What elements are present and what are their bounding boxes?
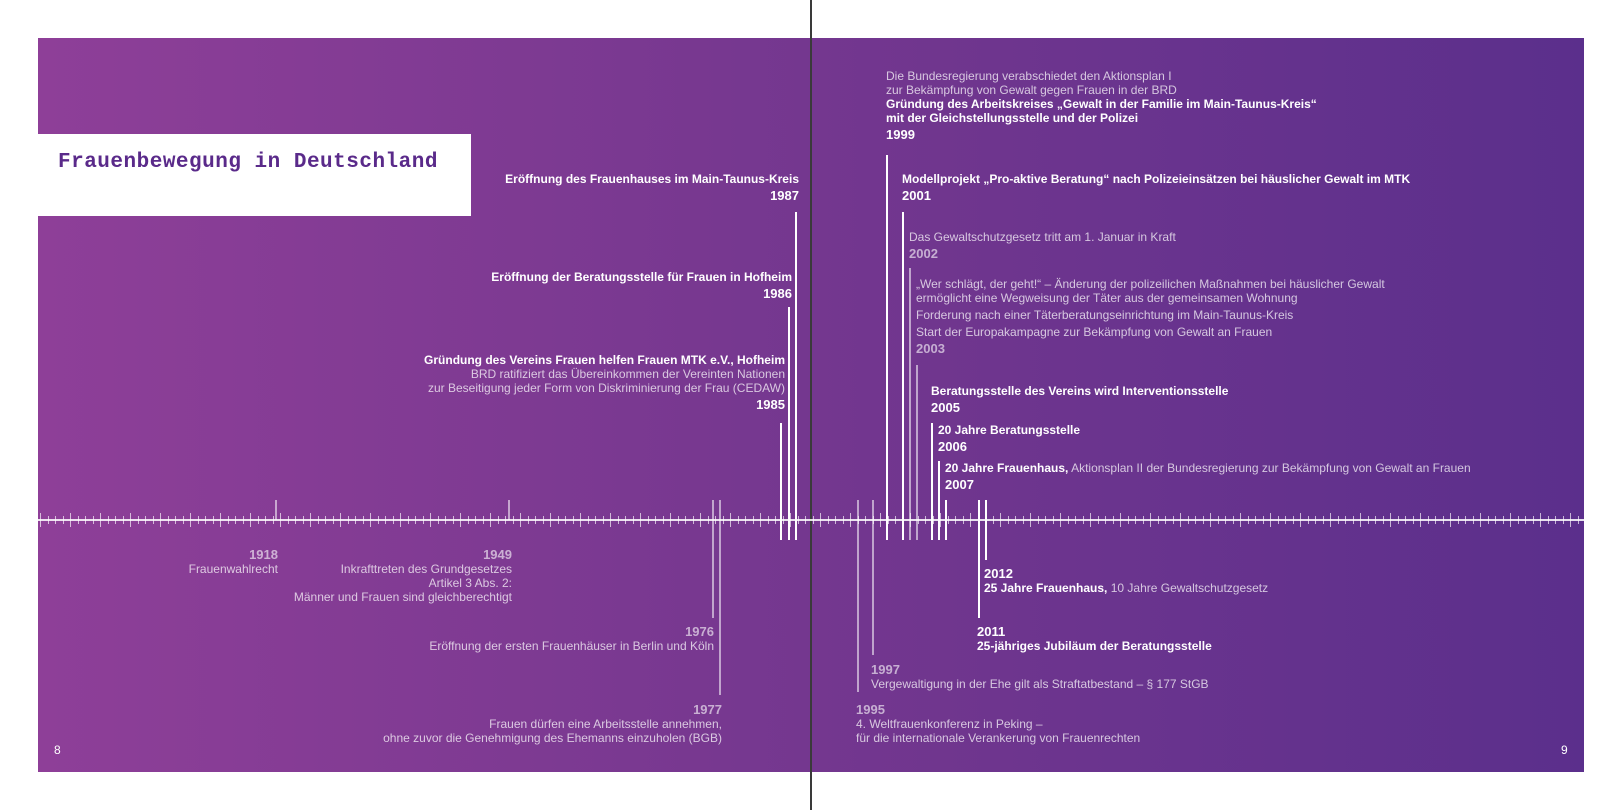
axis-tick bbox=[1053, 516, 1054, 524]
axis-tick bbox=[1023, 516, 1024, 524]
event-year: 1995 bbox=[856, 702, 885, 717]
axis-tick bbox=[1338, 516, 1339, 524]
axis-tick bbox=[205, 516, 206, 524]
axis-tick bbox=[1218, 516, 1219, 524]
axis-tick bbox=[1255, 516, 1256, 524]
axis-tick bbox=[693, 516, 694, 524]
axis-tick bbox=[55, 516, 56, 524]
axis-tick bbox=[1105, 516, 1106, 524]
axis-tick bbox=[723, 516, 724, 524]
axis-tick bbox=[198, 516, 199, 524]
event-text: 10 Jahre Gewaltschutzgesetz bbox=[1107, 581, 1269, 595]
axis-tick bbox=[1353, 516, 1354, 524]
axis-tick bbox=[243, 516, 244, 524]
event-text: zur Bekämpfung von Gewalt gegen Frauen in der BRD bbox=[886, 83, 1177, 97]
line-1999 bbox=[886, 155, 888, 540]
event-heading: Modellprojekt „Pro-aktive Beratung“ nach Polizeieinsätzen bei häuslicher Gewalt im MTK bbox=[902, 172, 1411, 186]
axis-tick bbox=[738, 516, 739, 524]
axis-tick bbox=[1360, 513, 1361, 527]
event-year: 2007 bbox=[945, 477, 974, 492]
axis-tick bbox=[280, 513, 281, 527]
line-1949 bbox=[508, 500, 510, 520]
axis-tick bbox=[1510, 513, 1511, 527]
event-heading: Eröffnung der Beratungsstelle für Frauen in Hofheim bbox=[491, 270, 792, 284]
event-year: 1918 bbox=[249, 547, 278, 562]
axis-tick bbox=[123, 516, 124, 524]
axis-tick bbox=[1060, 513, 1061, 527]
axis-tick bbox=[1578, 516, 1579, 524]
axis-tick bbox=[573, 516, 574, 524]
page-number-right: 9 bbox=[1561, 743, 1568, 757]
event-1976 bbox=[429, 625, 714, 653]
axis-tick bbox=[85, 516, 86, 524]
axis-tick bbox=[805, 516, 806, 524]
axis-tick bbox=[1555, 516, 1556, 524]
axis-tick bbox=[415, 516, 416, 524]
axis-tick bbox=[1345, 516, 1346, 524]
axis-tick bbox=[468, 516, 469, 524]
event-heading: mit der Gleichstellungsstelle und der Polizei bbox=[886, 111, 1139, 125]
line-1986 bbox=[788, 307, 790, 540]
axis-tick bbox=[1113, 516, 1114, 524]
event-1999 bbox=[886, 69, 1317, 142]
axis-tick bbox=[753, 516, 754, 524]
axis-tick bbox=[408, 516, 409, 524]
event-year: 2002 bbox=[909, 246, 938, 261]
event-heading: 25 Jahre Frauenhaus, bbox=[984, 581, 1108, 595]
event-1986 bbox=[491, 270, 792, 301]
axis-tick bbox=[648, 516, 649, 524]
axis-tick bbox=[1000, 513, 1001, 527]
axis-tick bbox=[138, 516, 139, 524]
axis-tick bbox=[100, 513, 101, 527]
line-1987 bbox=[795, 212, 797, 540]
axis-tick bbox=[708, 516, 709, 524]
axis-tick bbox=[258, 516, 259, 524]
axis-tick bbox=[1015, 516, 1016, 524]
axis-tick bbox=[160, 513, 161, 527]
axis-tick bbox=[670, 513, 671, 527]
event-year: 1985 bbox=[756, 397, 785, 412]
axis-tick bbox=[1480, 513, 1481, 527]
event-year: 2005 bbox=[931, 400, 960, 415]
axis-tick bbox=[1488, 516, 1489, 524]
event-text: Vergewaltigung in der Ehe gilt als Straftatbestand – § 177 StGB bbox=[871, 677, 1209, 691]
axis-tick bbox=[888, 516, 889, 524]
event-2003 bbox=[916, 277, 1385, 356]
event-year: 1997 bbox=[871, 662, 900, 677]
axis-tick bbox=[1068, 516, 1069, 524]
axis-tick bbox=[220, 513, 221, 527]
axis-tick bbox=[348, 516, 349, 524]
event-text: 4. Weltfrauenkonferenz in Peking – bbox=[856, 717, 1043, 731]
axis-tick bbox=[715, 516, 716, 524]
axis-tick bbox=[588, 516, 589, 524]
axis-tick bbox=[1038, 516, 1039, 524]
axis-tick bbox=[745, 516, 746, 524]
axis-tick bbox=[1330, 513, 1331, 527]
event-heading: Eröffnung des Frauenhauses im Main-Taunus-Kreis bbox=[505, 172, 799, 186]
line-1976 bbox=[712, 500, 714, 618]
line-2001 bbox=[902, 212, 904, 540]
axis-tick bbox=[595, 516, 596, 524]
axis-tick bbox=[820, 513, 821, 527]
event-text: Eröffnung der ersten Frauenhäuser in Berlin und Köln bbox=[429, 639, 714, 653]
axis-tick bbox=[340, 513, 341, 527]
axis-tick bbox=[370, 513, 371, 527]
line-2003 bbox=[916, 365, 918, 540]
title-box bbox=[38, 134, 471, 216]
axis-tick bbox=[310, 513, 311, 527]
event-text: Inkrafttreten des Grundgesetzes bbox=[340, 562, 512, 576]
axis-tick bbox=[700, 513, 701, 527]
event-1985 bbox=[424, 353, 785, 412]
axis-tick bbox=[835, 516, 836, 524]
axis-tick bbox=[1458, 516, 1459, 524]
axis-tick bbox=[93, 516, 94, 524]
axis-tick bbox=[483, 516, 484, 524]
axis-tick bbox=[580, 513, 581, 527]
axis-tick bbox=[475, 516, 476, 524]
axis-tick bbox=[1413, 516, 1414, 524]
axis-tick bbox=[273, 516, 274, 524]
axis-tick bbox=[1518, 516, 1519, 524]
axis-tick bbox=[948, 516, 949, 524]
axis-tick bbox=[505, 516, 506, 524]
event-1987 bbox=[505, 172, 799, 203]
axis-tick bbox=[528, 516, 529, 524]
axis-tick bbox=[1390, 513, 1391, 527]
axis-tick bbox=[1405, 516, 1406, 524]
event-text: Frauenwahlrecht bbox=[188, 562, 278, 576]
event-1997 bbox=[871, 663, 1209, 691]
event-text: Forderung nach einer Täterberatungseinrichtung im Main-Taunus-Kreis bbox=[916, 308, 1294, 322]
line-2005 bbox=[931, 423, 933, 540]
axis-tick bbox=[228, 516, 229, 524]
axis-tick bbox=[963, 516, 964, 524]
axis-tick bbox=[445, 516, 446, 524]
axis-tick bbox=[1285, 516, 1286, 524]
axis-tick bbox=[1195, 516, 1196, 524]
axis-tick bbox=[378, 516, 379, 524]
axis-tick bbox=[798, 516, 799, 524]
axis-tick bbox=[63, 516, 64, 524]
axis-tick bbox=[400, 513, 401, 527]
axis-tick bbox=[1368, 516, 1369, 524]
axis-tick bbox=[865, 516, 866, 524]
axis-tick bbox=[1188, 516, 1189, 524]
axis-tick bbox=[1203, 516, 1204, 524]
event-2002 bbox=[909, 230, 1176, 261]
axis-tick bbox=[1083, 516, 1084, 524]
axis-tick bbox=[768, 516, 769, 524]
line-2011 bbox=[978, 500, 980, 618]
axis-tick bbox=[603, 516, 604, 524]
axis-tick bbox=[265, 516, 266, 524]
event-1949 bbox=[294, 548, 512, 604]
line-1977 bbox=[719, 500, 721, 695]
line-1918 bbox=[275, 500, 277, 520]
axis-tick bbox=[843, 516, 844, 524]
axis-tick bbox=[1128, 516, 1129, 524]
axis-tick bbox=[1533, 516, 1534, 524]
axis-tick bbox=[895, 516, 896, 524]
axis-tick bbox=[663, 516, 664, 524]
axis-tick bbox=[565, 516, 566, 524]
axis-tick bbox=[813, 516, 814, 524]
axis-tick bbox=[1270, 513, 1271, 527]
axis-tick bbox=[168, 516, 169, 524]
axis-tick bbox=[610, 513, 611, 527]
axis-tick bbox=[730, 513, 731, 527]
axis-tick bbox=[1540, 513, 1541, 527]
event-text: BRD ratifiziert das Übereinkommen der Vereinten Nationen bbox=[470, 367, 785, 381]
event-heading: Gründung des Arbeitskreises „Gewalt in der Familie im Main-Taunus-Kreis“ bbox=[886, 97, 1317, 111]
axis-tick bbox=[678, 516, 679, 524]
axis-tick bbox=[498, 516, 499, 524]
event-text: ohne zuvor die Genehmigung des Ehemanns einzuholen (BGB) bbox=[383, 731, 722, 745]
event-text: Frauen dürfen eine Arbeitsstelle annehmen, bbox=[489, 717, 722, 731]
event-2006 bbox=[938, 423, 1080, 454]
axis-tick bbox=[513, 516, 514, 524]
axis-tick bbox=[1240, 513, 1241, 527]
line-2012 bbox=[985, 500, 987, 560]
axis-tick bbox=[618, 516, 619, 524]
axis-tick bbox=[438, 516, 439, 524]
axis-tick bbox=[423, 516, 424, 524]
event-text: Das Gewaltschutzgesetz tritt am 1. Januar in Kraft bbox=[909, 230, 1176, 244]
axis-tick bbox=[1248, 516, 1249, 524]
event-year: 2001 bbox=[902, 188, 931, 203]
axis-tick bbox=[190, 513, 191, 527]
event-text: Männer und Frauen sind gleichberechtigt bbox=[293, 590, 512, 604]
axis-tick bbox=[108, 516, 109, 524]
event-year: 2006 bbox=[938, 439, 967, 454]
axis-tick bbox=[775, 516, 776, 524]
axis-tick bbox=[955, 516, 956, 524]
axis-tick bbox=[333, 516, 334, 524]
axis-tick bbox=[633, 516, 634, 524]
axis-tick bbox=[783, 516, 784, 524]
axis-tick bbox=[1030, 513, 1031, 527]
axis-tick bbox=[1300, 513, 1301, 527]
axis-tick bbox=[363, 516, 364, 524]
event-heading: 20 Jahre Frauenhaus, bbox=[945, 461, 1069, 475]
axis-tick bbox=[1548, 516, 1549, 524]
axis-tick bbox=[490, 513, 491, 527]
event-2007 bbox=[945, 461, 1471, 492]
page-title: Frauenbewegung in Deutschland bbox=[58, 151, 438, 174]
axis-tick bbox=[288, 516, 289, 524]
axis-tick bbox=[453, 516, 454, 524]
event-text: ermöglicht eine Wegweisung der Täter aus der gemeinsamen Wohnung bbox=[916, 291, 1298, 305]
axis-tick bbox=[1315, 516, 1316, 524]
event-text: Start der Europakampagne zur Bekämpfung von Gewalt an Frauen bbox=[916, 325, 1273, 339]
axis-tick bbox=[655, 516, 656, 524]
axis-tick bbox=[918, 516, 919, 524]
axis-tick bbox=[183, 516, 184, 524]
axis-tick bbox=[1210, 513, 1211, 527]
axis-tick bbox=[1120, 513, 1121, 527]
axis-tick bbox=[1233, 516, 1234, 524]
axis-tick bbox=[1375, 516, 1376, 524]
axis-tick bbox=[250, 513, 251, 527]
axis-tick bbox=[1563, 516, 1564, 524]
event-year: 1987 bbox=[770, 188, 799, 203]
axis-tick bbox=[1150, 513, 1151, 527]
axis-tick bbox=[625, 516, 626, 524]
axis-tick bbox=[685, 516, 686, 524]
axis-tick bbox=[1428, 516, 1429, 524]
axis-tick bbox=[1495, 516, 1496, 524]
event-year: 2003 bbox=[916, 341, 945, 356]
event-year: 1986 bbox=[763, 286, 792, 301]
event-text: Die Bundesregierung verabschiedet den Aktionsplan I bbox=[886, 69, 1172, 83]
event-text: zur Beseitigung jeder Form von Diskriminierung der Frau (CEDAW) bbox=[428, 381, 785, 395]
line-1995 bbox=[857, 500, 859, 692]
event-2011 bbox=[977, 625, 1212, 653]
axis-tick bbox=[1045, 516, 1046, 524]
event-2005 bbox=[931, 384, 1228, 415]
axis-tick bbox=[40, 513, 41, 527]
event-heading: 20 Jahre Beratungsstelle bbox=[938, 423, 1081, 437]
page-fold bbox=[810, 0, 812, 810]
event-year: 2012 bbox=[984, 566, 1013, 581]
axis-tick bbox=[430, 513, 431, 527]
event-2001 bbox=[902, 172, 1410, 203]
axis-tick bbox=[78, 516, 79, 524]
event-1995 bbox=[856, 703, 1140, 745]
axis-tick bbox=[1570, 513, 1571, 527]
event-1977 bbox=[383, 703, 722, 745]
event-text: „Wer schlägt, der geht!“ – Änderung der polizeilichen Maßnahmen bei häuslicher Gewalt bbox=[916, 277, 1385, 291]
event-year: 1949 bbox=[483, 547, 512, 562]
axis-tick bbox=[1420, 513, 1421, 527]
axis-tick bbox=[460, 513, 461, 527]
line-2007 bbox=[945, 500, 947, 540]
axis-tick bbox=[880, 513, 881, 527]
axis-tick bbox=[1308, 516, 1309, 524]
axis-tick bbox=[130, 513, 131, 527]
axis-tick bbox=[318, 516, 319, 524]
axis-tick bbox=[175, 516, 176, 524]
axis-tick bbox=[850, 513, 851, 527]
event-heading: Gründung des Vereins Frauen helfen Frauen MTK e.V., Hofheim bbox=[424, 353, 785, 367]
axis-tick bbox=[828, 516, 829, 524]
axis-tick bbox=[1465, 516, 1466, 524]
axis-tick bbox=[153, 516, 154, 524]
axis-tick bbox=[385, 516, 386, 524]
axis-tick bbox=[1383, 516, 1384, 524]
axis-tick bbox=[295, 516, 296, 524]
axis-tick bbox=[1398, 516, 1399, 524]
axis-tick bbox=[325, 516, 326, 524]
axis-tick bbox=[1225, 516, 1226, 524]
axis-tick bbox=[48, 516, 49, 524]
line-2002 bbox=[909, 268, 911, 540]
axis-tick bbox=[940, 513, 941, 527]
axis-tick bbox=[1278, 516, 1279, 524]
axis-tick bbox=[760, 513, 761, 527]
axis-tick bbox=[535, 516, 536, 524]
event-heading: Beratungsstelle des Vereins wird Interventionsstelle bbox=[931, 384, 1229, 398]
axis-tick bbox=[393, 516, 394, 524]
axis-tick bbox=[925, 516, 926, 524]
axis-tick bbox=[303, 516, 304, 524]
event-year: 1977 bbox=[693, 702, 722, 717]
line-1985 bbox=[780, 423, 782, 540]
axis-tick bbox=[1293, 516, 1294, 524]
event-year: 2011 bbox=[977, 624, 1006, 639]
axis-tick bbox=[1143, 516, 1144, 524]
event-text: für die internationale Verankerung von Frauenrechten bbox=[856, 731, 1141, 745]
axis-tick bbox=[145, 516, 146, 524]
axis-tick bbox=[1180, 513, 1181, 527]
axis-tick bbox=[1008, 516, 1009, 524]
axis-tick bbox=[1158, 516, 1159, 524]
axis-tick bbox=[543, 516, 544, 524]
axis-tick bbox=[1503, 516, 1504, 524]
event-text: Artikel 3 Abs. 2: bbox=[428, 576, 512, 590]
axis-tick bbox=[933, 516, 934, 524]
line-1997 bbox=[872, 500, 874, 655]
axis-tick bbox=[1135, 516, 1136, 524]
axis-tick bbox=[1173, 516, 1174, 524]
axis-tick bbox=[1165, 516, 1166, 524]
axis-tick bbox=[640, 513, 641, 527]
axis-tick bbox=[1525, 516, 1526, 524]
axis-tick bbox=[520, 513, 521, 527]
event-1918 bbox=[189, 548, 278, 576]
event-text: Aktionsplan II der Bundesregierung zur Bekämpfung von Gewalt an Frauen bbox=[1068, 461, 1471, 475]
page-number-left: 8 bbox=[54, 743, 61, 757]
axis-tick bbox=[1443, 516, 1444, 524]
axis-tick bbox=[70, 513, 71, 527]
axis-tick bbox=[993, 516, 994, 524]
axis-tick bbox=[1090, 513, 1091, 527]
axis-tick bbox=[1473, 516, 1474, 524]
axis-tick bbox=[1323, 516, 1324, 524]
axis-tick bbox=[550, 513, 551, 527]
axis-tick bbox=[213, 516, 214, 524]
axis-tick bbox=[355, 516, 356, 524]
axis-tick bbox=[558, 516, 559, 524]
axis-tick bbox=[235, 516, 236, 524]
axis-tick bbox=[970, 513, 971, 527]
line-2006 bbox=[938, 461, 940, 540]
event-2012 bbox=[984, 567, 1268, 595]
event-heading: 25-jähriges Jubiläum der Beratungsstelle bbox=[977, 639, 1212, 653]
axis-tick bbox=[1435, 516, 1436, 524]
axis-tick bbox=[1263, 516, 1264, 524]
axis-tick bbox=[115, 516, 116, 524]
axis-tick bbox=[1098, 516, 1099, 524]
axis-tick bbox=[1075, 516, 1076, 524]
axis-tick bbox=[1450, 513, 1451, 527]
event-year: 1999 bbox=[886, 127, 915, 142]
axis-tick bbox=[790, 513, 791, 527]
event-year: 1976 bbox=[685, 624, 714, 639]
